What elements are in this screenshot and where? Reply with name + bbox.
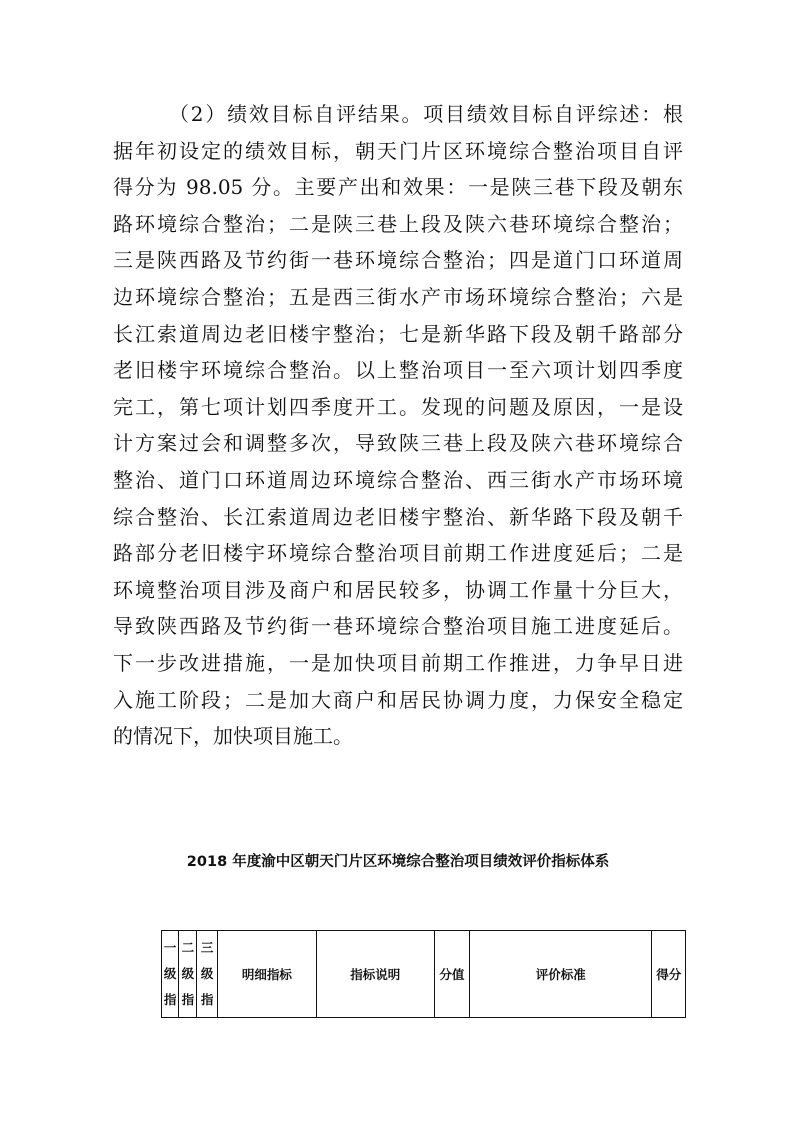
paragraph-line: 导致陕西路及节约街一巷环境综合整治项目施工进度延后。 — [113, 614, 683, 639]
paragraph-line: 老旧楼宇环境综合整治。以上整治项目一至六项计划四季度 — [113, 358, 683, 383]
paragraph-line: （2）绩效目标自评结果。项目绩效目标自评综述：根 — [169, 102, 683, 126]
paragraph-line: 据年初设定的绩效目标，朝天门片区环境综合整治项目自评 — [113, 138, 683, 163]
header-level1-indicator: 一 级 指 — [162, 931, 179, 1018]
header-indicator-description: 指标说明 — [317, 931, 435, 1018]
paragraph-line: 三是陕西路及节约街一巷环境综合整治；四是道门口环道周 — [113, 248, 683, 273]
paragraph-line-last: 的情况下，加快项目施工。 — [113, 724, 353, 749]
paragraph-line: 综合整治、长江索道周边老旧楼宇整治、新华路下段及朝千 — [113, 504, 683, 529]
paragraph-line: 得分为 98.05 分。主要产出和效果：一是陕三巷下段及朝东 — [113, 175, 683, 200]
header-evaluation-criteria: 评价标准 — [470, 931, 652, 1018]
paragraph-line: 整治、道门口环道周边环境综合整治、西三街水产市场环境 — [113, 467, 683, 492]
header-level2-indicator: 二 级 指 — [179, 931, 197, 1018]
paragraph-line: 完工，第七项计划四季度开工。发现的问题及原因，一是设 — [113, 394, 683, 419]
paragraph-line: 下一步改进措施，一是加快项目前期工作推进，力争早日进 — [113, 650, 683, 675]
header-level3-indicator: 三 级 指 — [197, 931, 217, 1018]
table-title: 2018 年度渝中区朝天门片区环境综合整治项目绩效评价指标体系 — [186, 854, 610, 870]
paragraph-line: 路环境综合整治；二是陕三巷上段及陕六巷环境综合整治； — [113, 211, 683, 236]
indicator-table — [161, 930, 686, 1018]
performance-self-evaluation-paragraph — [113, 96, 683, 755]
header-detail-indicator: 明细指标 — [217, 931, 316, 1018]
paragraph-line: 计方案过会和调整多次，导致陕三巷上段及陕六巷环境综合 — [113, 431, 683, 456]
paragraph-line: 长江索道周边老旧楼宇整治；七是新华路下段及朝千路部分 — [113, 321, 683, 346]
paragraph-line: 路部分老旧楼宇环境综合整治项目前期工作进度延后；二是 — [113, 541, 683, 566]
table-header-row — [162, 931, 686, 1018]
header-score-obtained: 得分 — [652, 931, 686, 1018]
paragraph-line: 边环境综合整治；五是西三街水产市场环境综合整治；六是 — [113, 284, 683, 309]
paragraph-line: 环境整治项目涉及商户和居民较多，协调工作量十分巨大， — [113, 577, 683, 602]
header-score-value: 分值 — [434, 931, 469, 1018]
paragraph-line: 入施工阶段；二是加大商户和居民协调力度，力保安全稳定 — [113, 687, 683, 712]
